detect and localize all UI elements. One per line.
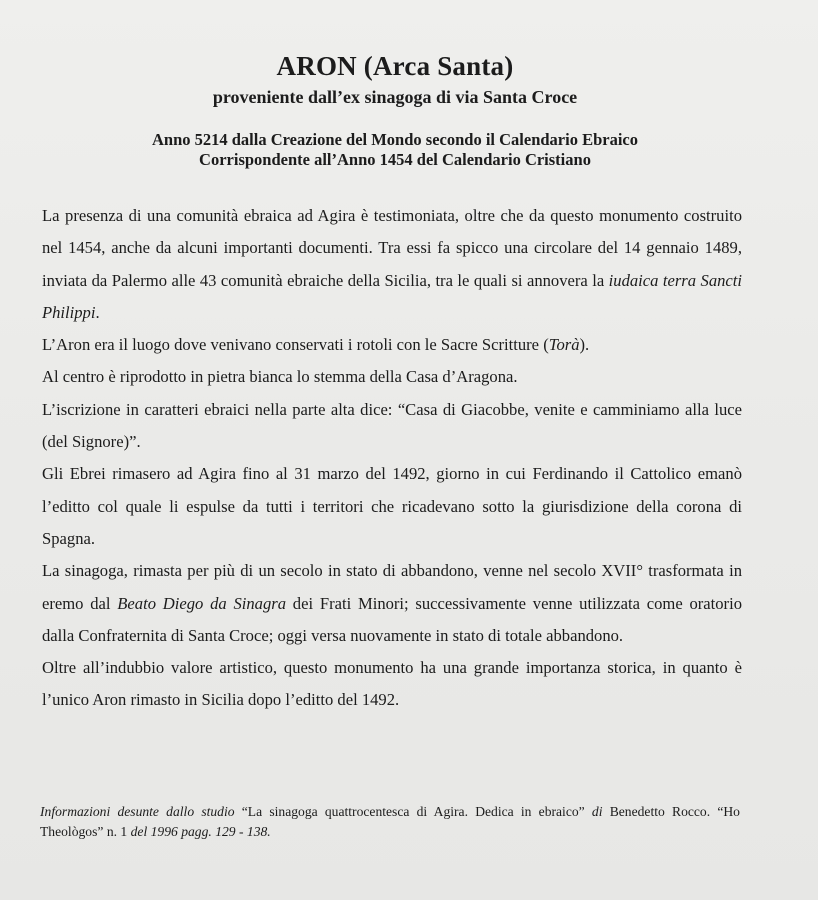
paragraph-importance: Oltre all’indubbio valore artistico, questo monumento ha una grande importanza storica, in quanto è l’unico Aron rimasto in Sicilia dopo l’editto del 1492.: [42, 658, 742, 710]
source-author: Benedetto Rocco. “Ho Theològos” n. 1: [40, 804, 740, 839]
paragraph-aron: [42, 329, 742, 361]
date-line-hebrew: Anno 5214 dalla Creazione del Mondo secondo il Calendario Ebraico: [151, 130, 638, 149]
paragraph-synagogue: [42, 555, 742, 652]
paragraph-community-italic: iudaica terra Sancti Philippi: [42, 270, 742, 322]
source-study-title: “La sinagoga quattrocentesca di Agira. Dedica in ebraico”: [234, 804, 592, 819]
paragraph-community-text: La presenza di una comunità ebraica ad Agira è testimoniata, oltre che da questo monumento costruito nel 1454, anche da alcuni importanti documenti. Tra essi fa spicco una circolare del 14 gennaio 1489, inviata da Palermo alle 43 comunità ebraiche della Sicilia, tra le quali si annovera la: [42, 206, 742, 290]
paragraph-synagogue-italic: Beato Diego da Sinagra: [117, 593, 287, 613]
paragraph-community: [42, 200, 742, 329]
page-subtitle: proveniente dall’ex sinagoga di via Santa Croce: [212, 87, 578, 107]
paragraph-synagogue-end: dei Frati Minori; successivamente venne utilizzata come oratorio dalla Confraternita di Santa Croce; oggi versa nuovamente in stato di totale abbandono.: [42, 593, 742, 645]
paragraph-aron-end: ).: [579, 335, 590, 355]
paragraph-community-end: .: [95, 302, 100, 322]
page-title: ARON (Arca Santa): [276, 51, 514, 81]
source-by: di: [591, 804, 603, 819]
source-intro: Informazioni desunte dallo studio: [40, 804, 235, 819]
body-text: [42, 200, 742, 717]
source-publication: del 1996 pagg. 129 - 138.: [130, 824, 271, 839]
date-line-christian: Corrispondente all’Anno 1454 del Calendario Cristiano: [199, 150, 591, 169]
paragraph-aron-italic: Torà: [548, 335, 580, 355]
paragraph-aron-text: L’Aron era il luogo dove venivano conservati i rotoli con le Sacre Scritture (: [42, 335, 549, 355]
source-note: [40, 802, 740, 842]
paragraph-expulsion: Gli Ebrei rimasero ad Agira fino al 31 marzo del 1492, giorno in cui Ferdinando il Cattolico emanò l’editto col quale li espulse da tutti i territori che ricadevano sotto la giurisdizione della corona di Spagna.: [42, 464, 742, 548]
paragraph-coat-of-arms: Al centro è riprodotto in pietra bianca lo stemma della Casa d’Aragona.: [42, 367, 518, 387]
paragraph-inscription: L’iscrizione in caratteri ebraici nella parte alta dice: “Casa di Giacobbe, venite e camminiamo alla luce (del Signore)”.: [42, 399, 742, 452]
paragraph-synagogue-text: La sinagoga, rimasta per più di un secolo in stato di abbandono, venne nel secolo XVII° trasformata in eremo dal: [42, 561, 742, 613]
